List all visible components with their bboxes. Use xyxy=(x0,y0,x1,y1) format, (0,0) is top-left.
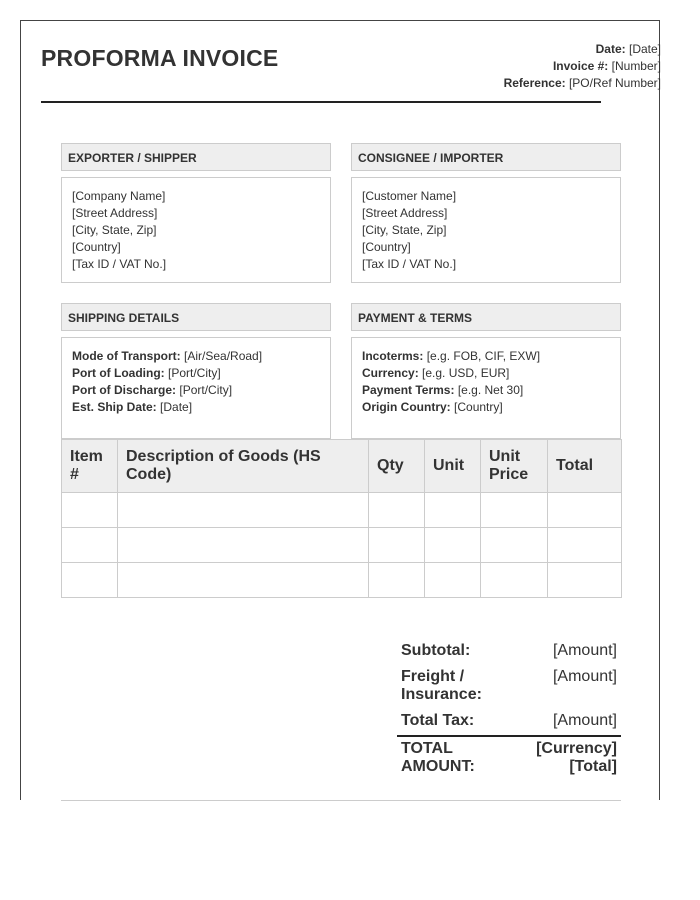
consignee-heading: CONSIGNEE / IMPORTER xyxy=(351,143,621,171)
exporter-line: [Street Address] xyxy=(72,206,158,220)
grand-total-label-line: TOTAL xyxy=(401,740,453,757)
column-header-unit-price: Unit Price xyxy=(481,440,548,493)
payment-field-label: Payment Terms: xyxy=(362,383,455,397)
table-cell[interactable] xyxy=(62,528,118,563)
column-header-item-number: Item # xyxy=(62,440,118,493)
table-header-row xyxy=(62,440,622,493)
table-cell[interactable] xyxy=(425,493,481,528)
shipping-field-label: Est. Ship Date: xyxy=(72,400,157,414)
table-row xyxy=(62,563,622,598)
date-label: Date: xyxy=(595,42,626,56)
shipping-field xyxy=(72,365,330,382)
invoice-number-label: Invoice #: xyxy=(552,59,609,73)
table-cell[interactable] xyxy=(369,563,425,598)
grand-total-label xyxy=(401,740,475,776)
payment-field-label: Currency: xyxy=(362,366,419,380)
exporter-line: [Tax ID / VAT No.] xyxy=(72,257,167,271)
tax-value: [Amount] xyxy=(552,712,617,729)
subtotal-label: Subtotal: xyxy=(401,642,471,659)
consignee-line: [Customer Name] xyxy=(362,189,457,203)
shipping-field-label: Port of Discharge: xyxy=(72,383,177,397)
shipping-field xyxy=(72,348,330,365)
totals-block xyxy=(397,635,621,779)
column-header-qty: Qty xyxy=(369,440,425,493)
table-cell[interactable] xyxy=(481,563,548,598)
reference-value: [PO/Ref Number] xyxy=(568,76,661,90)
table-cell[interactable] xyxy=(118,528,369,563)
exporter-box xyxy=(61,177,331,283)
subtotal-row xyxy=(397,635,621,661)
payment-field xyxy=(362,348,620,365)
page-title: PROFORMA INVOICE xyxy=(41,45,279,71)
payment-field-label: Origin Country: xyxy=(362,400,451,414)
subtotal-value: [Amount] xyxy=(552,642,617,659)
table-cell[interactable] xyxy=(369,528,425,563)
exporter-line: [City, State, Zip] xyxy=(72,223,157,237)
table-cell[interactable] xyxy=(62,493,118,528)
grand-total-row xyxy=(397,735,621,779)
shipping-field xyxy=(72,382,330,399)
consignee-line: [Country] xyxy=(362,240,411,254)
grand-total-value-line: [Total] xyxy=(569,758,617,775)
shipping-heading: SHIPPING DETAILS xyxy=(61,303,331,331)
table-cell[interactable] xyxy=(548,528,622,563)
payment-field-label: Incoterms: xyxy=(362,349,424,363)
payment-field-value: [e.g. Net 30] xyxy=(457,383,524,397)
table-cell[interactable] xyxy=(425,528,481,563)
consignee-line: [City, State, Zip] xyxy=(362,223,447,237)
invoice-number-value: [Number] xyxy=(611,59,661,73)
exporter-line: [Company Name] xyxy=(72,189,166,203)
date-value: [Date] xyxy=(628,42,661,56)
shipping-field-value: [Port/City] xyxy=(179,383,233,397)
date-row xyxy=(504,41,661,58)
shipping-field-value: [Date] xyxy=(160,400,193,414)
column-header-description: Description of Goods (HS Code) xyxy=(118,440,369,493)
payment-field-value: [Country] xyxy=(454,400,503,414)
table-cell[interactable] xyxy=(548,493,622,528)
shipping-box xyxy=(61,337,331,439)
table-cell[interactable] xyxy=(62,563,118,598)
reference-label: Reference: xyxy=(503,76,566,90)
table-cell[interactable] xyxy=(481,493,548,528)
payment-box xyxy=(351,337,621,439)
grand-total-value-line: [Currency] xyxy=(536,740,617,757)
payment-field xyxy=(362,382,620,399)
table-cell[interactable] xyxy=(118,493,369,528)
freight-label-line: Freight / xyxy=(401,668,465,685)
table-row xyxy=(62,493,622,528)
table-cell[interactable] xyxy=(369,493,425,528)
shipping-field-value: [Air/Sea/Road] xyxy=(184,349,263,363)
tax-row xyxy=(397,705,621,735)
table-row xyxy=(62,528,622,563)
grand-total-value xyxy=(536,740,617,776)
payment-field-value: [e.g. FOB, CIF, EXW] xyxy=(426,349,541,363)
freight-row xyxy=(397,661,621,705)
line-items-table xyxy=(61,439,622,598)
column-header-unit: Unit xyxy=(425,440,481,493)
exporter-heading: EXPORTER / SHIPPER xyxy=(61,143,331,171)
payment-heading: PAYMENT & TERMS xyxy=(351,303,621,331)
title-divider xyxy=(41,101,601,103)
footer-divider xyxy=(61,800,621,801)
freight-label-line: Insurance: xyxy=(401,686,482,703)
table-cell[interactable] xyxy=(425,563,481,598)
payment-field xyxy=(362,399,620,416)
payment-field-value: [e.g. USD, EUR] xyxy=(422,366,510,380)
freight-label xyxy=(401,668,482,704)
column-header-total: Total xyxy=(548,440,622,493)
table-cell[interactable] xyxy=(481,528,548,563)
table-cell[interactable] xyxy=(118,563,369,598)
payment-field xyxy=(362,365,620,382)
consignee-line: [Tax ID / VAT No.] xyxy=(362,257,457,271)
shipping-field-label: Port of Loading: xyxy=(72,366,165,380)
grand-total-label-line: AMOUNT: xyxy=(401,758,475,775)
invoice-meta xyxy=(504,41,661,92)
shipping-field-value: [Port/City] xyxy=(168,366,221,380)
tax-label: Total Tax: xyxy=(401,712,475,729)
freight-value: [Amount] xyxy=(552,668,617,685)
consignee-box xyxy=(351,177,621,283)
shipping-field xyxy=(72,399,330,416)
shipping-field-label: Mode of Transport: xyxy=(72,349,181,363)
consignee-line: [Street Address] xyxy=(362,206,448,220)
table-cell[interactable] xyxy=(548,563,622,598)
reference-row xyxy=(504,75,661,92)
exporter-line: [Country] xyxy=(72,240,121,254)
invoice-number-row xyxy=(504,58,661,75)
